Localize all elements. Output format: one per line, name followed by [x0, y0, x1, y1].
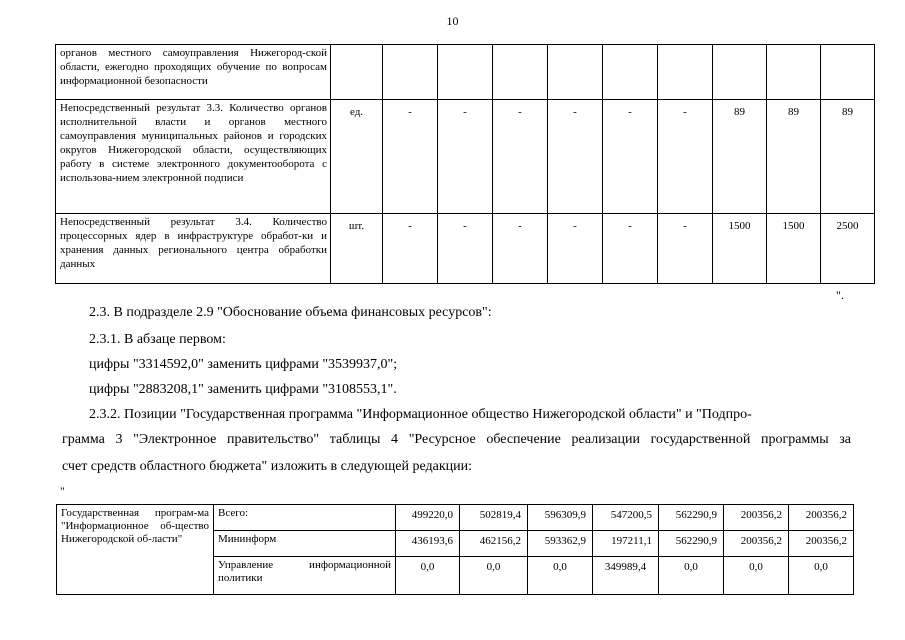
indicator-value: - — [383, 214, 438, 284]
funding-value: 0,0 — [528, 557, 593, 595]
indicator-value: 2500 — [821, 214, 875, 284]
paragraph: 2.3.2. Позиции "Государственная программа "Информационное общество Нижегородской области" и "Подпро- — [89, 407, 752, 422]
indicator-value: - — [603, 100, 658, 214]
page-number: 10 — [446, 14, 459, 28]
paragraph: счет средств областного бюджета" изложить в следующей редакции: — [62, 459, 472, 474]
indicator-value: 89 — [713, 100, 767, 214]
funding-value: 562290,9 — [659, 531, 724, 557]
indicator-value: 1500 — [767, 214, 821, 284]
funding-value: 436193,6 — [396, 531, 460, 557]
indicator-value — [493, 45, 548, 100]
paragraph: грамма 3 "Электронное правительство" таблицы 4 "Ресурсное обеспечение реализации государственной программы за — [62, 432, 851, 447]
table-row — [56, 100, 875, 214]
indicator-unit: шт. — [331, 214, 383, 284]
indicator-value: - — [603, 214, 658, 284]
funding-value: 200356,2 — [789, 531, 854, 557]
funding-value: 0,0 — [724, 557, 789, 595]
indicator-value: - — [493, 214, 548, 284]
indicator-description: органов местного самоуправления Нижегород-ской области, ежегодно проходящих обучение по вопросам информационной безопасности — [56, 45, 331, 100]
funding-value: 349989,4 — [593, 557, 659, 595]
funding-value: 0,0 — [659, 557, 724, 595]
funding-value: 200356,2 — [789, 505, 854, 531]
indicator-value: - — [548, 214, 603, 284]
funding-source-label: Всего: — [214, 505, 396, 531]
indicator-value: - — [438, 100, 493, 214]
funding-value: 0,0 — [789, 557, 854, 595]
indicator-value — [438, 45, 493, 100]
paragraph: цифры "2883208,1" заменить цифрами "3108553,1". — [89, 382, 397, 397]
funding-value: 547200,5 — [593, 505, 659, 531]
table-row — [57, 505, 854, 531]
funding-value: 197211,1 — [593, 531, 659, 557]
indicator-unit: ед. — [331, 100, 383, 214]
indicator-value — [658, 45, 713, 100]
indicator-value — [548, 45, 603, 100]
paragraph: цифры "3314592,0" заменить цифрами "3539937,0"; — [89, 357, 398, 372]
indicator-unit — [331, 45, 383, 100]
indicator-value — [767, 45, 821, 100]
funding-value: 499220,0 — [396, 505, 460, 531]
funding-value: 593362,9 — [528, 531, 593, 557]
funding-value: 562290,9 — [659, 505, 724, 531]
indicator-value: - — [658, 214, 713, 284]
indicator-value — [383, 45, 438, 100]
closing-quote: ". — [836, 288, 844, 302]
table-row — [56, 214, 875, 284]
funding-value: 200356,2 — [724, 505, 789, 531]
indicator-value: - — [383, 100, 438, 214]
funding-value: 502819,4 — [460, 505, 528, 531]
indicators-table — [55, 44, 875, 284]
indicator-value — [603, 45, 658, 100]
funding-value: 0,0 — [460, 557, 528, 595]
indicator-value: - — [548, 100, 603, 214]
opening-quote: " — [60, 484, 65, 498]
indicator-value: 89 — [767, 100, 821, 214]
funding-value: 200356,2 — [724, 531, 789, 557]
paragraph: 2.3. В подразделе 2.9 "Обоснование объема финансовых ресурсов": — [89, 305, 492, 320]
program-name: Государственная програм-ма "Информационное об-щество Нижегородской об-ласти" — [57, 505, 214, 595]
indicator-value: 89 — [821, 100, 875, 214]
indicator-value: - — [658, 100, 713, 214]
funding-value: 0,0 — [396, 557, 460, 595]
table-row — [56, 45, 875, 100]
indicator-value — [713, 45, 767, 100]
paragraph: 2.3.1. В абзаце первом: — [89, 332, 226, 347]
funding-value: 462156,2 — [460, 531, 528, 557]
indicator-description: Непосредственный результат 3.3. Количество органов исполнительной власти и органов местного самоуправления муниципальных районов и городских округов Нижегородской области, осуществляющих работу в системе электронного документооборота с использова-нием электронной подписи — [56, 100, 331, 214]
indicator-value: 1500 — [713, 214, 767, 284]
indicator-value: - — [438, 214, 493, 284]
funding-table — [56, 504, 854, 595]
indicator-description: Непосредственный результат 3.4. Количество процессорных ядер в инфраструктуре обработ-ки и хранения данных регионального центра обработки данных — [56, 214, 331, 284]
funding-source-label: Мининформ — [214, 531, 396, 557]
funding-source-label: Управление информационной политики — [214, 557, 396, 595]
funding-value: 596309,9 — [528, 505, 593, 531]
indicator-value — [821, 45, 875, 100]
indicator-value: - — [493, 100, 548, 214]
